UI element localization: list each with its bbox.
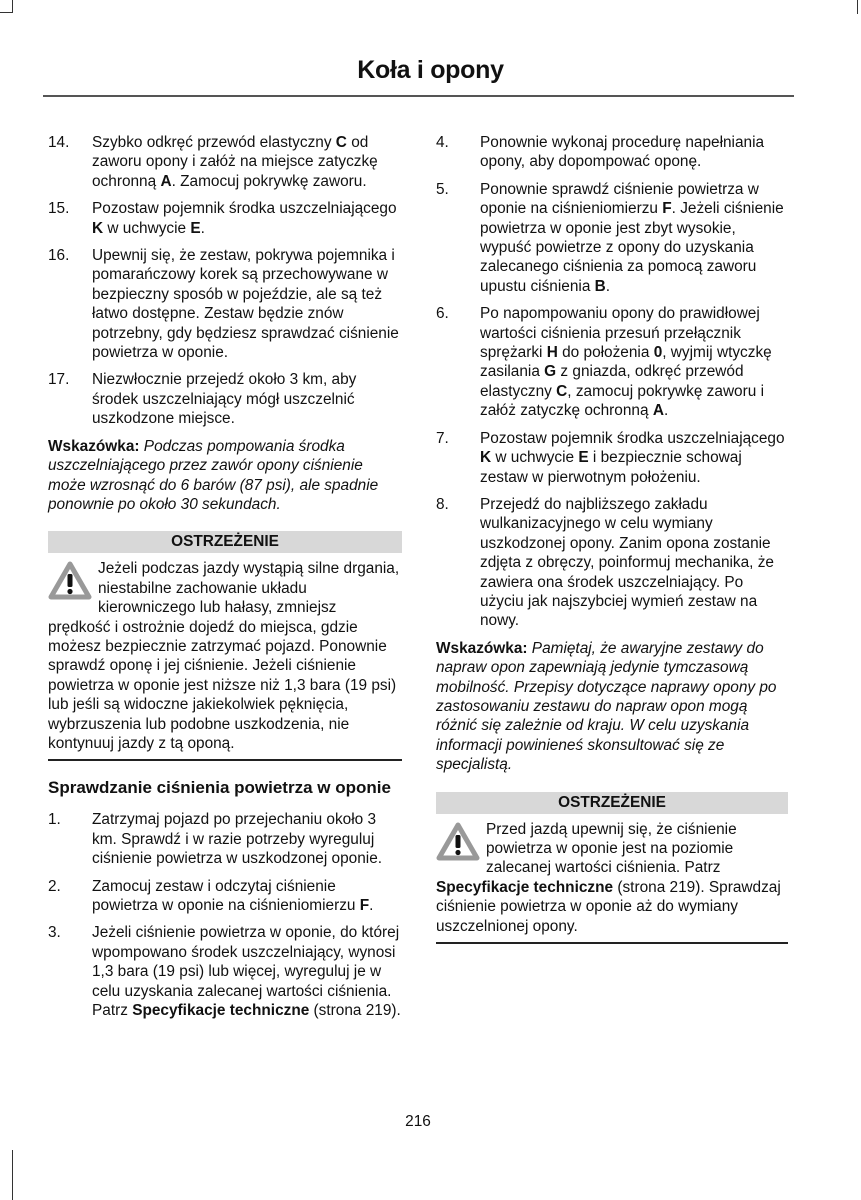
text-segment: Przejedź do najbliższego zakładu wulkanizacyjnego w celu wymiany uszkodzonej opony. Zanim opona zostanie zdjęta z obręczy, poinformuj mechanika, że zawiera ona środek uszczelniający. Po użyciu jak najszybciej wymień zestaw na nowy.: [480, 495, 774, 630]
item-text: [92, 199, 402, 238]
bold-text: C: [556, 382, 568, 400]
item-number: 14.: [48, 134, 70, 151]
right-column: [436, 133, 788, 944]
bold-text: E: [190, 219, 201, 237]
text-segment: Ponownie sprawdź ciśnienie powietrza w oponie na ciśnieniomierzu: [480, 180, 759, 218]
text-segment: Przed jazdą upewnij się, że ciśnienie powietrza w oponie jest na poziomie zalecanej wartości ciśnienia. Patrz: [486, 820, 737, 877]
warning-triangle-icon: [48, 561, 92, 601]
list-item: [436, 180, 788, 296]
step-list: [436, 133, 788, 631]
warning-triangle-icon: [436, 822, 480, 862]
note-label: Wskazówka:: [436, 639, 528, 657]
step-list: [48, 133, 402, 429]
bold-text: K: [92, 219, 104, 237]
bold-text: 0: [653, 344, 663, 362]
section-heading: Sprawdzanie ciśnienia powietrza w oponie: [48, 778, 391, 798]
text-segment: w uchwycie: [491, 449, 579, 467]
item-number: 4.: [436, 134, 449, 151]
left-column: [48, 133, 402, 1028]
crop-mark: [12, 1150, 13, 1200]
text-segment: do położenia: [557, 344, 654, 362]
text-segment: Pozostaw pojemnik środka uszczelniającego: [480, 429, 785, 447]
list-item: [48, 199, 402, 238]
text-segment: w uchwycie: [103, 219, 191, 237]
text-segment: Jeżeli podczas jazdy wystąpią silne drgania, niestabilne zachowanie układu kierowniczego lub hałasy, zmniejsz prędkość i ostrożnie dojedź do miejsca, gdzie możesz bezpiecznie zatrzymać pojazd. Ponownie sprawdź oponę i jej ciśnienie. Jeżeli ciśnienie powietrza w oponie jest niższe niż 1,3 bara (19 psi) lub jeśli są widoczne jakiekolwiek pęknięcia, wybrzuszenia lub podobne uszkodzenia, nie kontynuuj jazdy z tą oponą.: [48, 560, 400, 752]
text-segment: .: [200, 219, 205, 237]
text-segment: , zamocuj pokrywkę zaworu i załóż zatyczkę ochronną: [480, 382, 764, 420]
note-text: Pamiętaj, że awaryjne zestawy do napraw opon zapewniają jedynie tymczasową mobilność. Przepisy dotyczące naprawy opony po zastosowaniu zestawu do napraw opon mogą różnić się zależnie od kraju. W celu uzyskania informacji powinieneś skonsultować się ze specjalistą.: [436, 639, 777, 774]
warning-body: [436, 821, 781, 935]
list-item: [48, 133, 402, 191]
crop-mark: [12, 0, 13, 13]
text-segment: (strona 219).: [309, 1002, 401, 1020]
item-number: 8.: [436, 495, 449, 513]
item-text: [480, 180, 788, 296]
item-text: [480, 304, 788, 420]
list-item: [48, 810, 402, 868]
warning-box: [48, 531, 402, 761]
text-segment: Zatrzymaj pojazd po przejechaniu około 3 km. Sprawdź i w razie potrzeby wyreguluj ciśnienie powietrza w uszkodzonej oponie.: [92, 811, 383, 868]
text-segment: .: [369, 897, 374, 914]
text-segment: .: [605, 277, 611, 295]
item-number: 15.: [48, 200, 70, 218]
item-text: [480, 429, 788, 487]
item-text: [92, 246, 402, 362]
bold-text: E: [578, 449, 589, 467]
bold-text: G: [544, 363, 557, 381]
bold-text: B: [594, 277, 606, 295]
text-segment: Upewnij się, że zestaw, pokrywa pojemnika i pomarańczowy korek są przechowywane w bezpieczny sposób w pojeździe, ale są też łatwo dostępne. Zestaw będzie znów potrzebny, gdy będziesz sprawdzać ciśnienie powietrza w oponie.: [92, 247, 399, 362]
item-text: [92, 877, 402, 916]
list-item: [48, 370, 402, 428]
text-segment: Szybko odkręć przewód elastyczny: [92, 134, 336, 151]
page-number: 216: [405, 1113, 431, 1130]
note-text: Podczas pompowania środka uszczelniającego przez zawór opony ciśnienie może wzrosnąć do 6 barów (87 psi), ale spadnie ponownie po około 30 sekundach.: [48, 437, 379, 513]
text-segment: Jeżeli ciśnienie powietrza w oponie, do której wpompowano środek uszczelniający, wynosi 1,3 bara (19 psi) lub więcej, wyreguluj je w celu uzyskania zalecanej wartości ciśnienia. Patrz: [92, 924, 400, 1020]
bold-text: A: [652, 402, 664, 420]
list-item: [436, 495, 788, 631]
text-segment: . Jeżeli ciśnienie powietrza w oponie jest zbyt wysokie, wypuść powietrze z opony do uzyskania zalecanego ciśnienia za pomocą zaworu upustu ciśnienia: [480, 200, 784, 295]
item-number: 7.: [436, 429, 449, 447]
item-number: 16.: [48, 247, 70, 265]
note-label: Wskazówka:: [48, 437, 140, 455]
bold-text: Specyfikacje techniczne: [436, 878, 614, 896]
item-text: [480, 495, 788, 631]
list-item: [436, 304, 788, 420]
text-segment: . Zamocuj pokrywkę zaworu.: [171, 172, 367, 190]
list-item: [48, 923, 402, 1020]
list-item: [48, 877, 402, 916]
list-item: [436, 133, 788, 172]
list-item: [48, 246, 402, 362]
list-item: [436, 429, 788, 487]
warning-box: [436, 792, 788, 944]
bold-text: F: [662, 200, 672, 218]
bold-text: F: [359, 897, 370, 914]
item-number: 1.: [48, 811, 61, 829]
item-number: 3.: [48, 924, 61, 942]
bold-text: A: [160, 172, 172, 190]
page-title: Koła i opony: [357, 56, 504, 84]
warning-text: [48, 559, 402, 761]
text-segment: Pozostaw pojemnik środka uszczelniającego: [92, 200, 397, 218]
text-segment: z gniazda, odkręć przewód elastyczny: [480, 363, 744, 400]
item-number: 2.: [48, 877, 61, 895]
bold-text: C: [335, 134, 347, 151]
item-number: 6.: [436, 305, 449, 323]
item-text: [92, 370, 402, 428]
text-segment: (strona 219). Sprawdzaj ciśnienie powietrza w oponie aż do wymiany uszczelnionej opony.: [436, 878, 781, 935]
text-segment: Po napompowaniu opony do prawidłowej wartości ciśnienia przesuń przełącznik sprężarki: [480, 305, 760, 362]
warning-title: OSTRZEŻENIE: [436, 792, 788, 814]
note: [436, 639, 788, 775]
bold-text: H: [546, 344, 558, 362]
text-segment: i bezpiecznie schowaj zestaw w pierwotnym położeniu.: [480, 449, 742, 486]
step-list: [48, 810, 402, 1020]
text-segment: Zamocuj zestaw i odczytaj ciśnienie powietrza w oponie na ciśnieniomierzu: [92, 877, 360, 914]
warning-body: [48, 560, 399, 752]
header-divider: [43, 95, 794, 97]
text-segment: , wyjmij wtyczkę zasilania: [480, 344, 772, 381]
text-segment: .: [663, 402, 669, 420]
warning-title: OSTRZEŻENIE: [48, 531, 402, 553]
item-text: [92, 133, 402, 191]
item-number: 5.: [436, 180, 449, 198]
item-number: 17.: [48, 371, 70, 389]
item-text: [92, 923, 402, 1020]
text-segment: Niezwłocznie przejedź około 3 km, aby środek uszczelniający mógł uszczelnić uszkodzone miejsce.: [92, 371, 357, 428]
crop-mark: [857, 0, 858, 14]
note: [48, 437, 402, 515]
warning-text: [436, 820, 788, 944]
crop-mark: [0, 12, 12, 13]
text-segment: Ponownie wykonaj procedurę napełniania opony, aby dopompować oponę.: [480, 134, 765, 171]
bold-text: K: [480, 449, 492, 467]
item-text: [92, 810, 402, 868]
text-segment: od zaworu opony i załóż na miejsce zatyczkę ochronną: [92, 134, 378, 190]
bold-text: Specyfikacje techniczne: [132, 1002, 310, 1020]
item-text: [480, 133, 788, 172]
